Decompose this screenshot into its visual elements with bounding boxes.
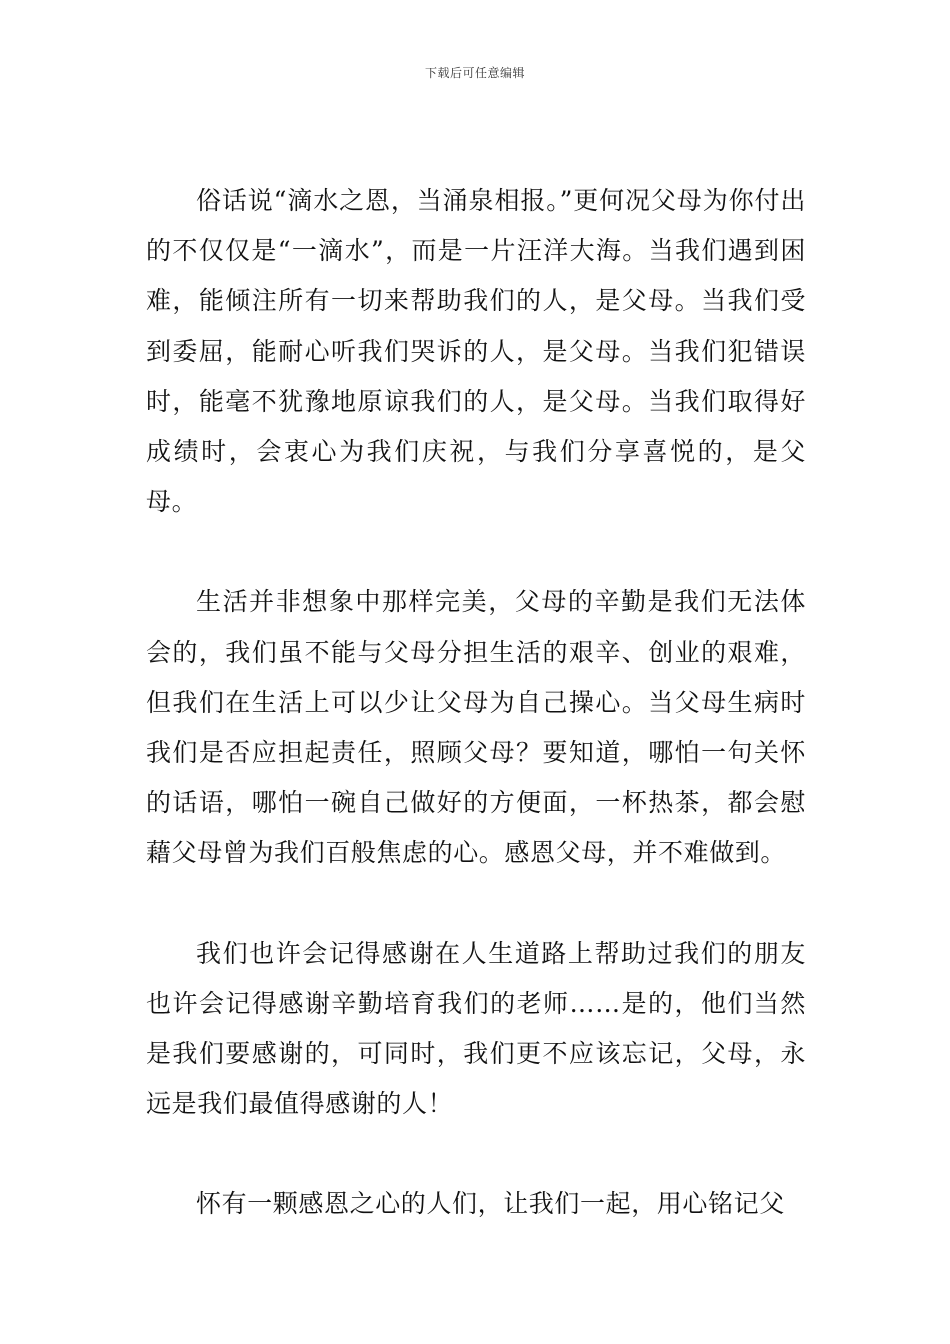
paragraph-1: 俗话说“滴水之恩，当涌泉相报。”更何况父母为你付出的不仅仅是“一滴水”，而是一片汪洋大海。当我们遇到困难，能倾注所有一切来帮助我们的人，是父母。当我们受到委屈，能耐心听我们哭诉的人，是父母。当我们犯错误时，能毫不犹豫地原谅我们的人，是父母。当我们取得好成绩时，会衷心为我们庆祝，与我们分享喜悦的，是父母。 <box>146 186 806 517</box>
document-body <box>146 176 806 1230</box>
page-header: 下载后可任意编辑 <box>424 66 525 80</box>
paragraph-2: 生活并非想象中那样完美，父母的辛勤是我们无法体会的，我们虽不能与父母分担生活的艰辛、创业的艰难，但我们在生活上可以少让父母为自己操心。当父母生病时我们是否应担起责任，照顾父母？要知道，哪怕一句关怀的话语，哪怕一碗自己做好的方便面，一杯热茶，都会慰藉父母曾为我们百般焦虑的心。感恩父母，并不难做到。 <box>146 587 806 868</box>
paragraph-3: 我们也许会记得感谢在人生道路上帮助过我们的朋友也许会记得感谢辛勤培育我们的老师……是的，他们当然是我们要感谢的，可同时，我们更不应该忘记，父母，永远是我们最值得感谢的人！ <box>146 938 806 1119</box>
paragraph-4: 怀有一颗感恩之心的人们，让我们一起，用心铭记父 <box>196 1189 785 1219</box>
